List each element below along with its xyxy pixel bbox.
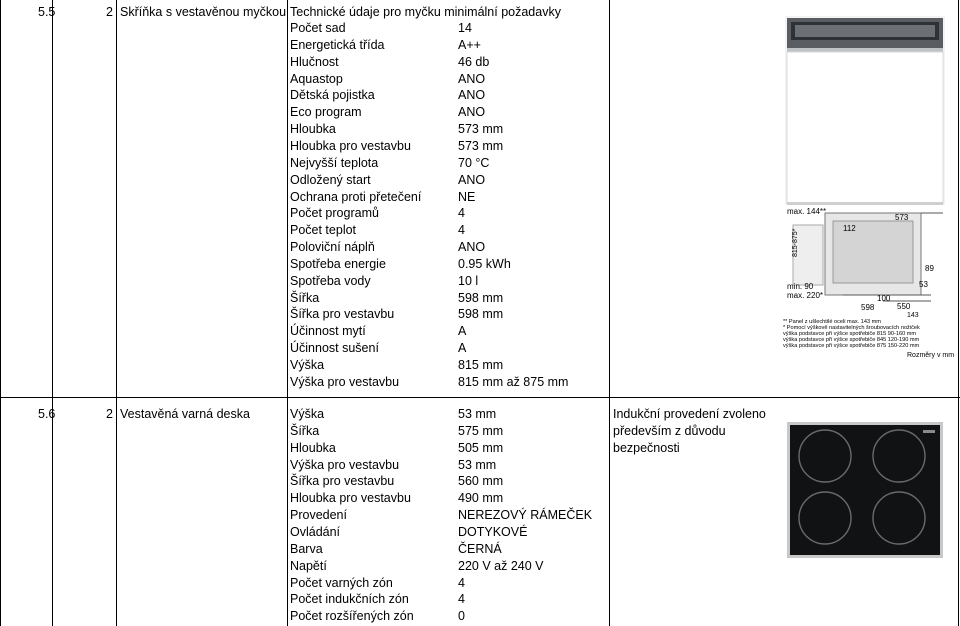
spec-value: NE (458, 189, 476, 204)
spec-row (290, 440, 600, 457)
spec-value: 560 mm (458, 474, 504, 489)
spec-label: Počet sad (290, 21, 346, 35)
spec-row (290, 558, 600, 575)
spec-row (290, 172, 600, 189)
spec-label: Počet teplot (290, 223, 357, 238)
spec-label: Účinnost sušení (290, 341, 379, 356)
item-name: Skříňka s vestavěnou myčkou (120, 5, 287, 19)
column-divider (52, 0, 53, 626)
dim-label: 815-875* (792, 228, 799, 257)
spec-label: Šířka pro vestavbu (290, 474, 395, 489)
spec-label: Dětská pojistka (290, 88, 375, 103)
spec-row (290, 54, 600, 71)
dim-label: 89 (925, 264, 934, 273)
spec-label: Výška pro vestavbu (290, 457, 400, 472)
spec-label: Výška pro vestavbu (290, 374, 400, 389)
spec-value: A (458, 324, 467, 339)
spec-label: Spotřeba energie (290, 256, 386, 271)
dim-label: 100 (877, 294, 891, 303)
spec-label: Aquastop (290, 71, 343, 86)
spec-label: Hloubka (290, 122, 336, 137)
spec-row (290, 20, 600, 37)
dim-label: max. 144** (787, 207, 827, 216)
spec-row (290, 473, 600, 490)
hob-image (787, 422, 943, 558)
spec-label: Počet varných zón (290, 575, 393, 590)
spec-value: ANO (458, 105, 486, 120)
diagram-note: ** Panel z ušlechtilé oceli max. 143 mm (783, 319, 881, 325)
spec-label: Počet indukčních zón (290, 592, 409, 607)
spec-value: 53 mm (458, 457, 497, 472)
dim-label: max. 220* (787, 291, 824, 300)
dim-label: 143 (907, 312, 919, 319)
spec-value: 4 (458, 223, 465, 238)
spec-label: Ovládání (290, 524, 341, 539)
dim-label: 550 (897, 302, 911, 311)
spec-row (290, 71, 600, 88)
spec-value: 490 mm (458, 491, 504, 506)
spec-row (290, 256, 600, 273)
spec-row (290, 290, 600, 307)
spec-value: 46 db (458, 54, 490, 69)
spec-row (290, 104, 600, 121)
spec-value: 815 mm až 875 mm (458, 374, 569, 389)
spec-value: 4 (458, 206, 465, 221)
spec-value: 10 l (458, 273, 479, 288)
spec-row (290, 189, 600, 206)
spec-value: A++ (458, 37, 481, 52)
spec-label: Odložený start (290, 172, 371, 187)
spec-row (290, 575, 600, 592)
spec-row (290, 457, 600, 474)
spec-label: Výška (290, 358, 325, 372)
table-border-right (958, 0, 959, 626)
spec-label: Napětí (290, 558, 327, 573)
spec-value: 220 V až 240 V (458, 558, 544, 573)
spec-value: ANO (458, 88, 486, 103)
spec-row (290, 87, 600, 104)
spec-value: 14 (458, 21, 472, 35)
item-number: 5.6 (38, 407, 56, 421)
spec-row (290, 222, 600, 239)
spec-label: Výška (290, 407, 325, 421)
spec-value: 598 mm (458, 290, 504, 305)
spec-value: 573 mm (458, 138, 504, 153)
spec-value: 70 °C (458, 155, 490, 170)
spec-row (290, 205, 600, 222)
spec-value: 575 mm (458, 423, 504, 438)
diagram-note: výška podstavce při výšce spotřebiče 845 120-190 mm (783, 337, 920, 343)
spec-row (290, 507, 600, 524)
item-quantity: 2 (106, 5, 113, 19)
spec-label: Provedení (290, 508, 347, 523)
spec-value: 4 (458, 575, 465, 590)
dim-label: 573 (895, 213, 909, 222)
spec-row (290, 406, 600, 423)
spec-row (290, 423, 600, 440)
spec-row (290, 340, 600, 357)
spec-value: 0.95 kWh (458, 256, 511, 271)
spec-row (290, 591, 600, 608)
item-note: Indukční provedení zvoleno především z důvodu bezpečnosti (613, 407, 766, 455)
spec-value: ČERNÁ (458, 541, 502, 556)
dim-label: min. 90 (787, 282, 814, 291)
spec-label: Hlučnost (290, 54, 339, 69)
column-divider (116, 0, 117, 626)
spec-value: 4 (458, 592, 465, 607)
spec-label: Hloubka pro vestavbu (290, 491, 411, 506)
spec-value: 505 mm (458, 440, 504, 455)
spec-value: 573 mm (458, 122, 504, 137)
item-number: 5.5 (38, 5, 56, 19)
spec-header: Technické údaje pro myčku minimální požadavky (290, 5, 561, 19)
spec-row (290, 155, 600, 172)
spec-label: Energetická třída (290, 37, 385, 52)
spec-value: NEREZOVÝ RÁMEČEK (458, 508, 593, 523)
spec-label: Účinnost mytí (290, 324, 366, 339)
dim-label: 112 (843, 224, 856, 233)
spec-row (290, 121, 600, 138)
spec-label: Poloviční náplň (290, 240, 375, 255)
spec-value: 815 mm (458, 358, 504, 372)
dishwasher-image (785, 16, 945, 208)
spec-label: Šířka pro vestavbu (290, 307, 395, 322)
spec-label: Počet rozšířených zón (290, 609, 414, 624)
spec-label: Šířka (290, 290, 320, 305)
spec-row (290, 608, 600, 625)
dimension-diagram (783, 205, 955, 363)
spec-label: Barva (290, 541, 323, 556)
item-quantity: 2 (106, 407, 113, 421)
spec-label: Ochrana proti přetečení (290, 189, 422, 204)
spec-row (290, 273, 600, 290)
dim-label: 53 (919, 280, 928, 289)
spec-value: ANO (458, 172, 486, 187)
spec-label: Počet programů (290, 206, 379, 221)
dim-label: 598 (861, 303, 875, 312)
spec-row (290, 524, 600, 541)
spec-row (290, 306, 600, 323)
column-divider (287, 0, 288, 626)
spec-value: ANO (458, 240, 486, 255)
spec-label: Spotřeba vody (290, 273, 371, 288)
spec-row (290, 37, 600, 54)
diagram-note: * Pomocí výškově nastavitelných šroubovacích nožiček (783, 325, 920, 331)
spec-row (290, 323, 600, 340)
diagram-note: Rozměry v mm (907, 352, 955, 359)
spec-value: A (458, 341, 467, 356)
diagram-note: výška podstavce při výšce spotřebiče 815 90-160 mm (783, 331, 917, 337)
spec-row (290, 490, 600, 507)
column-divider (609, 0, 610, 626)
spec-label: Eco program (290, 105, 362, 120)
item-name: Vestavěná varná deska (120, 407, 250, 421)
row-divider (0, 397, 960, 398)
spec-row (290, 357, 600, 374)
spec-value: 0 (458, 609, 465, 624)
spec-value: ANO (458, 71, 486, 86)
spec-value: 53 mm (458, 407, 497, 421)
spec-row (290, 374, 600, 391)
spec-label: Nejvyšší teplota (290, 155, 379, 170)
spec-row (290, 541, 600, 558)
spec-row (290, 138, 600, 155)
diagram-note: výška podstavce při výšce spotřebiče 875 150-220 mm (783, 343, 920, 349)
spec-label: Šířka (290, 423, 320, 438)
spec-label: Hloubka (290, 440, 336, 455)
spec-row (290, 239, 600, 256)
table-border-left (0, 0, 1, 626)
spec-label: Hloubka pro vestavbu (290, 138, 411, 153)
spec-value: DOTYKOVÉ (458, 524, 528, 539)
spec-value: 598 mm (458, 307, 504, 322)
